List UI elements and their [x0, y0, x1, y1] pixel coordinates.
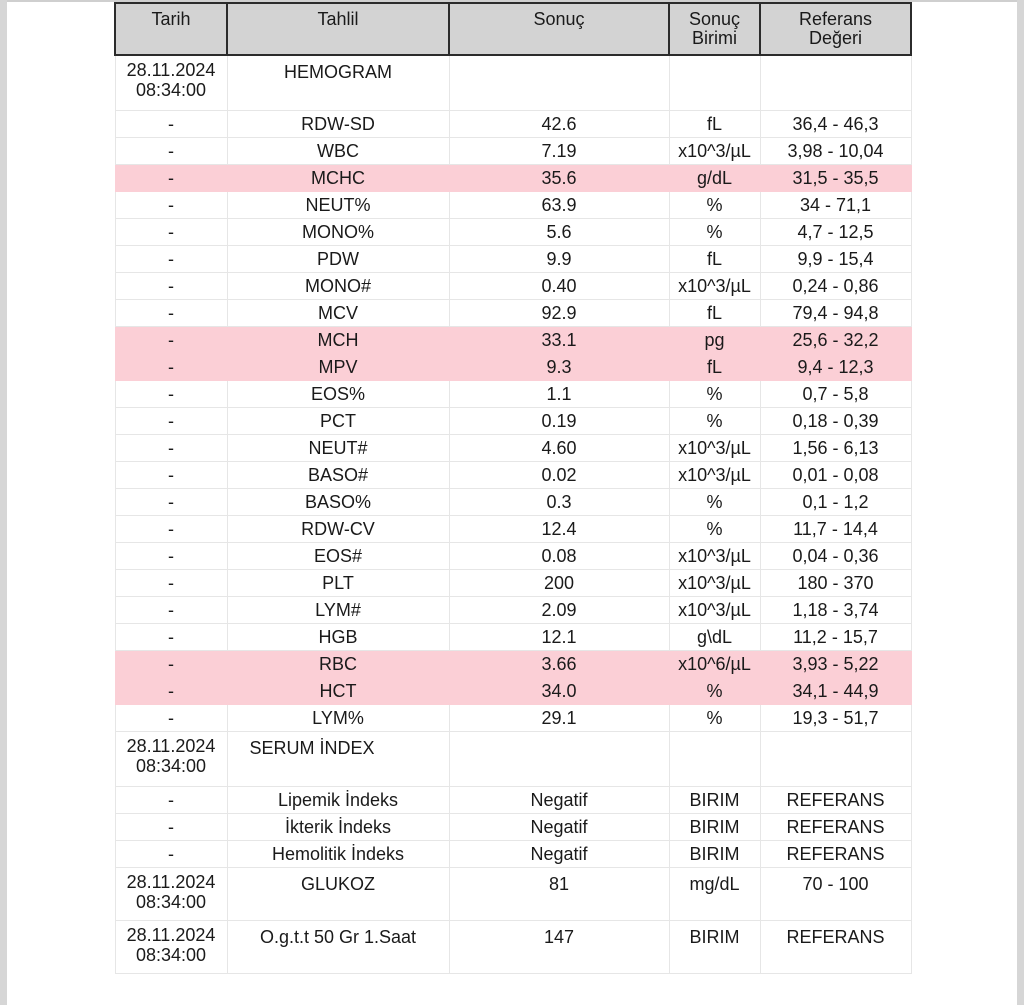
result-unit: fL	[669, 354, 760, 381]
result-value: Negatif	[449, 841, 669, 868]
test-name: NEUT#	[227, 435, 449, 462]
date-cell: -	[115, 787, 227, 814]
result-unit: BIRIM	[669, 787, 760, 814]
result-unit: x10^3/µL	[669, 597, 760, 624]
group-date-day: 28.11.2024	[126, 872, 216, 892]
table-row	[115, 624, 911, 651]
test-name: MONO%	[227, 219, 449, 246]
reference-range: 34 - 71,1	[760, 192, 911, 219]
date-cell: -	[115, 570, 227, 597]
group-ref-empty	[760, 732, 911, 787]
reference-range: 79,4 - 94,8	[760, 300, 911, 327]
test-name: Lipemik İndeks	[227, 787, 449, 814]
table-row	[115, 841, 911, 868]
date-cell: -	[115, 273, 227, 300]
date-cell: -	[115, 219, 227, 246]
result-value: Negatif	[449, 787, 669, 814]
result-value: 3.66	[449, 651, 669, 678]
reference-range: 0,1 - 1,2	[760, 489, 911, 516]
result-value: 42.6	[449, 111, 669, 138]
table-row	[115, 462, 911, 489]
reference-range: 0,7 - 5,8	[760, 381, 911, 408]
group-title: HEMOGRAM	[227, 55, 449, 111]
test-name: HCT	[227, 678, 449, 705]
date-cell: -	[115, 705, 227, 732]
result-unit: pg	[669, 327, 760, 354]
reference-range: REFERANS	[760, 921, 911, 974]
date-cell: -	[115, 489, 227, 516]
result-value: 63.9	[449, 192, 669, 219]
table-row	[115, 246, 911, 273]
result-unit: x10^3/µL	[669, 543, 760, 570]
result-value: 35.6	[449, 165, 669, 192]
result-unit: BIRIM	[669, 921, 760, 974]
result-value: 81	[449, 868, 669, 921]
result-value: 12.1	[449, 624, 669, 651]
test-name: RDW-CV	[227, 516, 449, 543]
reference-range: 34,1 - 44,9	[760, 678, 911, 705]
result-unit: x10^3/µL	[669, 570, 760, 597]
result-value: Negatif	[449, 814, 669, 841]
group-date	[115, 55, 227, 111]
table-row	[115, 327, 911, 354]
group-row-glukoz	[115, 868, 911, 921]
table-row	[115, 408, 911, 435]
reference-range: 0,04 - 0,36	[760, 543, 911, 570]
result-value: 4.60	[449, 435, 669, 462]
group-date-time: 08:34:00	[135, 945, 207, 965]
date-cell: -	[115, 435, 227, 462]
group-row-hemogram	[115, 55, 911, 111]
group-date-day: 28.11.2024	[126, 736, 216, 756]
header-unit-line2: Birimi	[692, 28, 737, 48]
date-cell: -	[115, 462, 227, 489]
result-value: 200	[449, 570, 669, 597]
test-name: Hemolitik İndeks	[227, 841, 449, 868]
result-unit: BIRIM	[669, 814, 760, 841]
table-row	[115, 570, 911, 597]
date-cell: -	[115, 111, 227, 138]
group-result-empty	[449, 732, 669, 787]
page-right-edge	[1017, 0, 1024, 1005]
date-cell: -	[115, 246, 227, 273]
header-result: Sonuç	[449, 3, 669, 55]
group-unit-empty	[669, 732, 760, 787]
date-cell: -	[115, 624, 227, 651]
result-unit: %	[669, 678, 760, 705]
group-date-day: 28.11.2024	[126, 60, 216, 80]
result-value: 29.1	[449, 705, 669, 732]
result-value: 7.19	[449, 138, 669, 165]
header-date: Tarih	[115, 3, 227, 55]
group-date-day: 28.11.2024	[126, 925, 216, 945]
test-name: İkterik İndeks	[227, 814, 449, 841]
result-unit: fL	[669, 300, 760, 327]
header-unit	[669, 3, 760, 55]
test-name: MCH	[227, 327, 449, 354]
page-left-edge	[0, 0, 7, 1005]
reference-range: 4,7 - 12,5	[760, 219, 911, 246]
group-result-empty	[449, 55, 669, 111]
date-cell: -	[115, 841, 227, 868]
date-cell: -	[115, 381, 227, 408]
group-date-time: 08:34:00	[135, 80, 207, 100]
test-name: O.g.t.t 50 Gr 1.Saat	[227, 921, 449, 974]
table-row	[115, 300, 911, 327]
test-name: LYM%	[227, 705, 449, 732]
reference-range: 0,18 - 0,39	[760, 408, 911, 435]
date-cell: -	[115, 597, 227, 624]
test-name: MCV	[227, 300, 449, 327]
test-name: NEUT%	[227, 192, 449, 219]
test-name: EOS%	[227, 381, 449, 408]
date-cell: -	[115, 300, 227, 327]
header-ref-line2: Değeri	[808, 28, 863, 48]
test-name: PLT	[227, 570, 449, 597]
test-name: PCT	[227, 408, 449, 435]
result-unit: %	[669, 219, 760, 246]
reference-range: 3,93 - 5,22	[760, 651, 911, 678]
group-date	[115, 921, 227, 974]
date-cell: -	[115, 678, 227, 705]
test-name: MPV	[227, 354, 449, 381]
table-row	[115, 543, 911, 570]
result-value: 34.0	[449, 678, 669, 705]
result-unit: %	[669, 408, 760, 435]
test-name: BASO%	[227, 489, 449, 516]
result-value: 33.1	[449, 327, 669, 354]
result-unit: %	[669, 705, 760, 732]
reference-range: 31,5 - 35,5	[760, 165, 911, 192]
table-row	[115, 111, 911, 138]
test-name: RDW-SD	[227, 111, 449, 138]
test-name: EOS#	[227, 543, 449, 570]
test-name: RBC	[227, 651, 449, 678]
date-cell: -	[115, 516, 227, 543]
reference-range: 3,98 - 10,04	[760, 138, 911, 165]
date-cell: -	[115, 138, 227, 165]
result-unit: %	[669, 192, 760, 219]
table-row	[115, 165, 911, 192]
table-row	[115, 814, 911, 841]
header-ref-line1: Referans	[798, 9, 873, 29]
group-date	[115, 732, 227, 787]
date-cell: -	[115, 192, 227, 219]
reference-range: 1,56 - 6,13	[760, 435, 911, 462]
date-cell: -	[115, 543, 227, 570]
reference-range: 36,4 - 46,3	[760, 111, 911, 138]
test-name: MONO#	[227, 273, 449, 300]
date-cell: -	[115, 327, 227, 354]
result-value: 2.09	[449, 597, 669, 624]
result-unit: x10^3/µL	[669, 435, 760, 462]
reference-range: 1,18 - 3,74	[760, 597, 911, 624]
table-row	[115, 381, 911, 408]
header-reference	[760, 3, 911, 55]
result-unit: %	[669, 489, 760, 516]
group-unit-empty	[669, 55, 760, 111]
date-cell: -	[115, 814, 227, 841]
reference-range: 9,9 - 15,4	[760, 246, 911, 273]
result-unit: x10^3/µL	[669, 138, 760, 165]
result-value: 9.9	[449, 246, 669, 273]
result-value: 12.4	[449, 516, 669, 543]
result-value: 0.40	[449, 273, 669, 300]
table-row	[115, 597, 911, 624]
reference-range: 0,24 - 0,86	[760, 273, 911, 300]
result-unit: fL	[669, 111, 760, 138]
group-date-time: 08:34:00	[135, 756, 207, 776]
test-name: PDW	[227, 246, 449, 273]
result-unit: x10^6/µL	[669, 651, 760, 678]
reference-range: 11,7 - 14,4	[760, 516, 911, 543]
table-row	[115, 192, 911, 219]
reference-range: 19,3 - 51,7	[760, 705, 911, 732]
result-unit: mg/dL	[669, 868, 760, 921]
result-unit: BIRIM	[669, 841, 760, 868]
table-row	[115, 678, 911, 705]
reference-range: REFERANS	[760, 841, 911, 868]
table-row	[115, 138, 911, 165]
reference-range: REFERANS	[760, 787, 911, 814]
result-unit: g/dL	[669, 165, 760, 192]
group-date	[115, 868, 227, 921]
result-value: 5.6	[449, 219, 669, 246]
result-unit: x10^3/µL	[669, 273, 760, 300]
reference-range: 9,4 - 12,3	[760, 354, 911, 381]
result-value: 0.19	[449, 408, 669, 435]
result-unit: %	[669, 516, 760, 543]
group-row-ogtt	[115, 921, 911, 974]
test-name: HGB	[227, 624, 449, 651]
group-row-serum-index	[115, 732, 911, 787]
table-row	[115, 435, 911, 462]
table-row	[115, 705, 911, 732]
table-row	[115, 787, 911, 814]
test-name: WBC	[227, 138, 449, 165]
table-row	[115, 354, 911, 381]
test-name: GLUKOZ	[227, 868, 449, 921]
reference-range: 0,01 - 0,08	[760, 462, 911, 489]
group-title: SERUM İNDEX	[227, 732, 449, 787]
test-name: BASO#	[227, 462, 449, 489]
header-unit-line1: Sonuç	[688, 9, 741, 29]
report-page	[7, 2, 1017, 1005]
reference-range: 70 - 100	[760, 868, 911, 921]
table-row	[115, 516, 911, 543]
reference-range: 11,2 - 15,7	[760, 624, 911, 651]
date-cell: -	[115, 651, 227, 678]
result-value: 0.02	[449, 462, 669, 489]
result-unit: %	[669, 381, 760, 408]
result-value: 1.1	[449, 381, 669, 408]
result-value: 0.3	[449, 489, 669, 516]
test-name: LYM#	[227, 597, 449, 624]
table-row	[115, 273, 911, 300]
group-date-time: 08:34:00	[135, 892, 207, 912]
result-value: 147	[449, 921, 669, 974]
reference-range: 180 - 370	[760, 570, 911, 597]
reference-range: 25,6 - 32,2	[760, 327, 911, 354]
table-header-row	[115, 3, 911, 55]
date-cell: -	[115, 408, 227, 435]
date-cell: -	[115, 165, 227, 192]
table-row	[115, 489, 911, 516]
table-row	[115, 651, 911, 678]
group-ref-empty	[760, 55, 911, 111]
result-unit: x10^3/µL	[669, 462, 760, 489]
result-value: 0.08	[449, 543, 669, 570]
result-unit: fL	[669, 246, 760, 273]
result-value: 92.9	[449, 300, 669, 327]
header-test: Tahlil	[227, 3, 449, 55]
result-unit: g\dL	[669, 624, 760, 651]
reference-range: REFERANS	[760, 814, 911, 841]
test-name: MCHC	[227, 165, 449, 192]
result-value: 9.3	[449, 354, 669, 381]
lab-results-table	[114, 2, 912, 974]
date-cell: -	[115, 354, 227, 381]
table-row	[115, 219, 911, 246]
